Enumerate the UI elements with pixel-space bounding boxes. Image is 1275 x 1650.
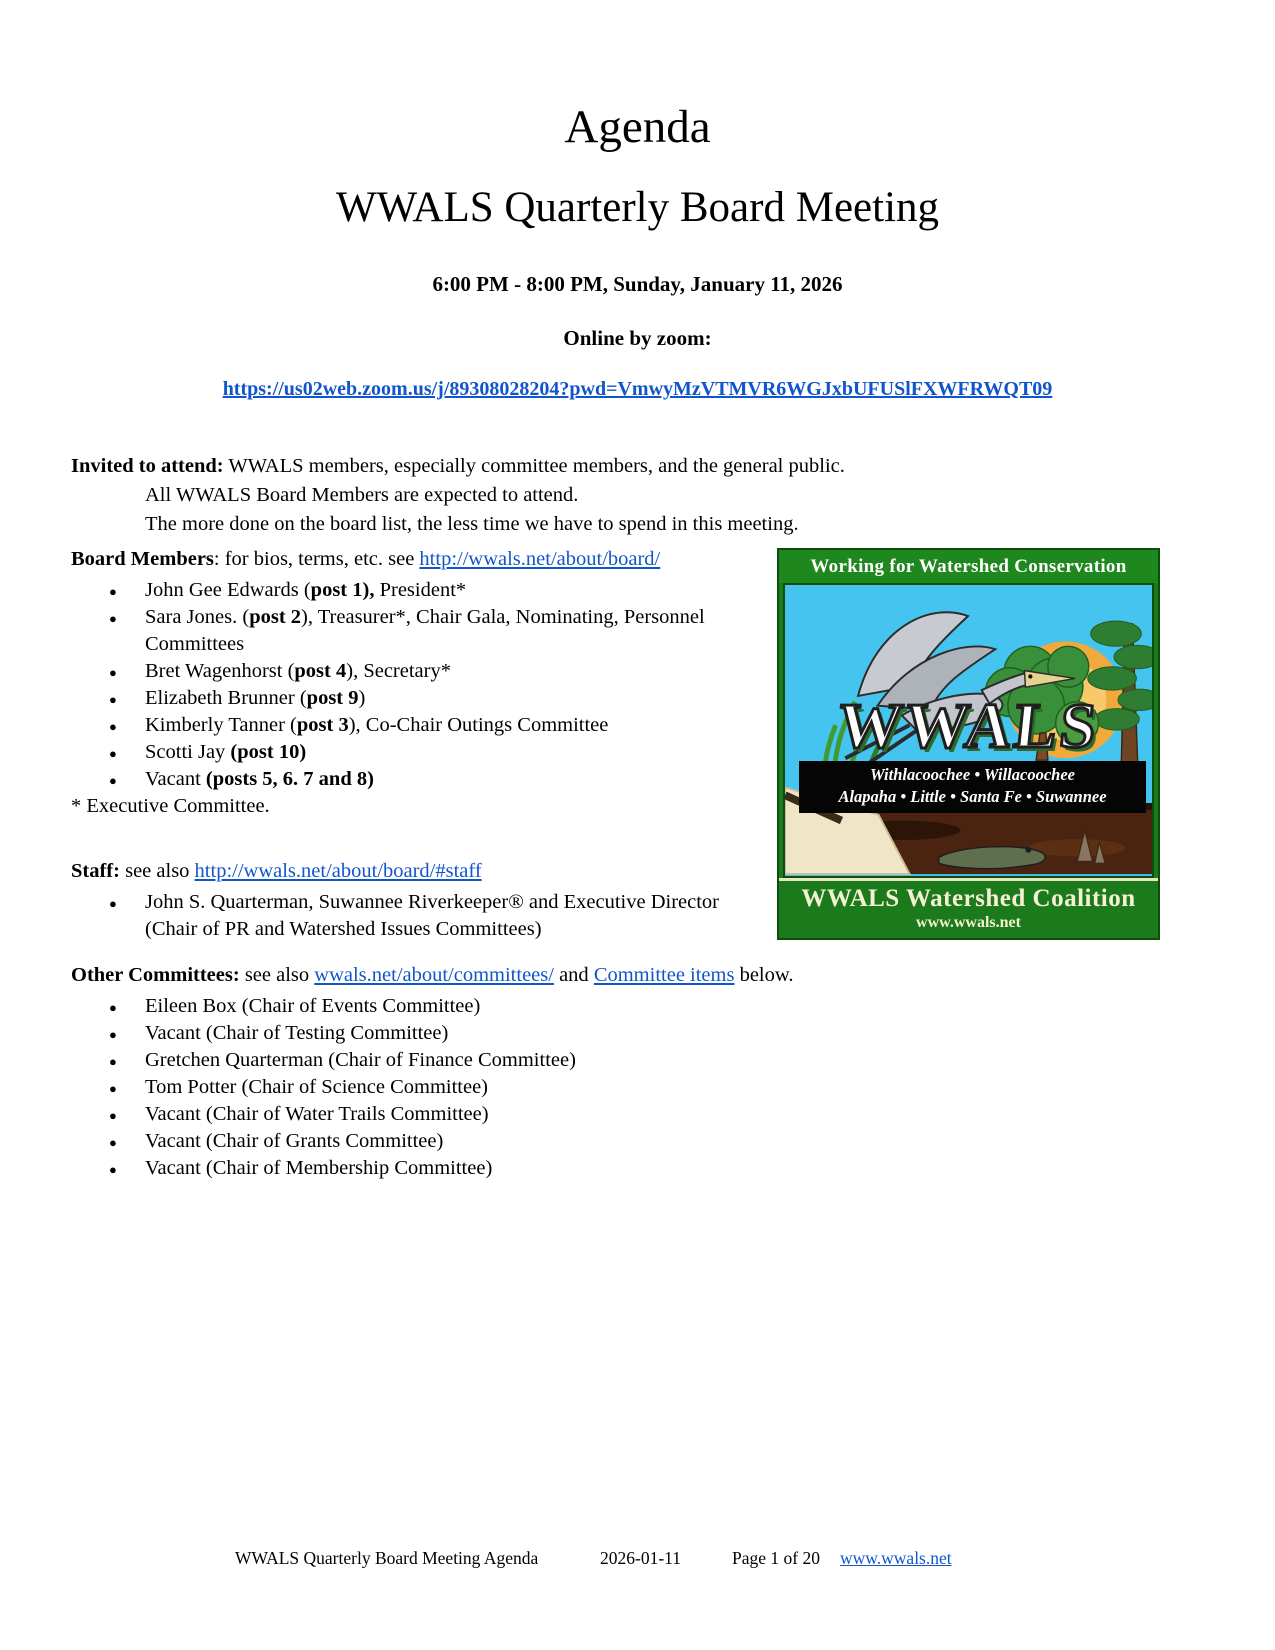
wwals-logo xyxy=(777,548,1160,940)
list-item xyxy=(71,766,774,793)
list-item: ● Vacant (Chair of Water Trails Committee) xyxy=(71,1101,991,1128)
staff-section xyxy=(71,858,774,943)
board-page-link[interactable]: http://wwals.net/about/board/ xyxy=(419,548,661,570)
member-post-bold: post 9 xyxy=(306,687,359,709)
list-item: ● Gretchen Quarterman (Chair of Finance Committee) xyxy=(71,1047,991,1074)
list-item xyxy=(71,889,774,943)
member-text: ) xyxy=(358,687,366,709)
footer-doc-title: WWALS Quarterly Board Meeting Agenda xyxy=(235,1548,539,1568)
staff-page-link[interactable]: http://wwals.net/about/board/#staff xyxy=(194,860,482,882)
member-text: Scotti Jay xyxy=(145,741,231,763)
executive-committee-footnote: * Executive Committee. xyxy=(71,795,270,817)
page-subtitle: WWALS Quarterly Board Meeting xyxy=(335,184,940,231)
list-item xyxy=(71,604,774,658)
committee-items-link[interactable]: Committee items xyxy=(593,964,735,986)
member-text: Kimberly Tanner ( xyxy=(145,714,297,736)
list-item: ● Vacant (Chair of Testing Committee) xyxy=(71,1020,991,1047)
list-item xyxy=(71,712,774,739)
invited-rest: WWALS members, especially committee members, and the general public. xyxy=(223,455,845,477)
member-text: ), Treasurer*, Chair Gala, Nominating, Personnel Committees xyxy=(145,606,705,655)
member-post-bold: post 4 xyxy=(294,660,347,682)
footer-date: 2026-01-11 xyxy=(600,1548,682,1568)
staff-intro: see also xyxy=(119,860,195,882)
board-members-intro: : for bios, terms, etc. see xyxy=(213,548,420,570)
list-item: ● Tom Potter (Chair of Science Committee) xyxy=(71,1074,991,1101)
logo-bottom-banner xyxy=(779,878,1158,936)
list-item xyxy=(71,685,774,712)
meeting-datetime: 6:00 PM - 8:00 PM, Sunday, January 11, 2026 xyxy=(432,272,843,296)
committees-mid: and xyxy=(553,964,594,986)
footer-page-number: Page 1 of 20 xyxy=(732,1548,820,1568)
invited-label: Invited to attend: xyxy=(71,455,224,477)
other-committees-heading xyxy=(71,962,991,989)
logo-website: www.wwals.net xyxy=(916,914,1021,931)
zoom-link-row xyxy=(0,378,1275,401)
logo-coalition-name: WWALS Watershed Coalition xyxy=(801,885,1136,912)
committees-intro: see also xyxy=(239,964,315,986)
list-item: ● Vacant (Chair of Membership Committee) xyxy=(71,1155,991,1182)
member-text: John Gee Edwards ( xyxy=(145,579,311,601)
list-item xyxy=(71,577,774,604)
list-item: ● Eileen Box (Chair of Events Committee) xyxy=(71,993,991,1020)
staff-member-line1: ● John S. Quarterman, Suwannee Riverkeeper® and Executive Director xyxy=(145,891,719,913)
logo-acronym: WWALS xyxy=(834,690,1103,761)
page-title: Agenda xyxy=(564,101,711,153)
member-post-bold: (post 10) xyxy=(230,741,307,763)
list-item xyxy=(71,739,774,766)
list-item xyxy=(71,658,774,685)
invited-line2: All WWALS Board Members are expected to attend. xyxy=(145,484,579,506)
logo-rivers-banner xyxy=(799,761,1146,813)
invited-line1 xyxy=(71,452,971,481)
member-post-bold: post 3 xyxy=(296,714,349,736)
member-post-bold: post 1), xyxy=(310,579,375,601)
other-committees-section xyxy=(71,962,991,1182)
staff-heading xyxy=(71,858,774,885)
member-text: ), Co-Chair Outings Committee xyxy=(348,714,609,736)
board-members-label: Board Members xyxy=(71,548,214,570)
member-text: Bret Wagenhorst ( xyxy=(145,660,295,682)
member-post-bold: post 2 xyxy=(249,606,302,628)
member-text: President* xyxy=(374,579,467,601)
member-text: Vacant xyxy=(145,768,206,790)
footer-website-link[interactable]: www.wwals.net xyxy=(840,1548,952,1568)
committees-post: below. xyxy=(734,964,794,986)
other-committees-label: Other Committees: xyxy=(71,964,240,986)
member-text: Sara Jones. ( xyxy=(145,606,250,628)
staff-member-line2: (Chair of PR and Watershed Issues Committees) xyxy=(145,918,542,940)
invited-line3: The more done on the board list, the less time we have to spend in this meeting. xyxy=(145,513,799,535)
logo-rivers-line1: Withlacoochee • Willacoochee xyxy=(870,765,1075,784)
list-item: ● Vacant (Chair of Grants Committee) xyxy=(71,1128,991,1155)
member-text: Elizabeth Brunner ( xyxy=(145,687,307,709)
member-text: ), Secretary* xyxy=(346,660,451,682)
logo-top-banner: Working for Watershed Conservation xyxy=(779,550,1158,583)
staff-list xyxy=(71,889,774,943)
staff-label: Staff: xyxy=(71,860,120,882)
other-committees-list xyxy=(71,993,991,1182)
board-members-section xyxy=(71,546,774,820)
member-post-bold: (posts 5, 6. 7 and 8) xyxy=(205,768,374,790)
invited-section xyxy=(71,452,971,539)
board-members-list xyxy=(71,577,774,793)
board-members-heading xyxy=(71,546,774,573)
zoom-meeting-link[interactable]: https://us02web.zoom.us/j/89308028204?pwd=VmwyMzVTMVR6WGJxbUFUSlFXWFRWQT09 xyxy=(222,378,1053,400)
logo-scene xyxy=(783,583,1154,878)
logo-rivers-line2: Alapaha • Little • Santa Fe • Suwannee xyxy=(838,787,1107,806)
online-label: Online by zoom: xyxy=(563,326,712,350)
committees-page-link[interactable]: wwals.net/about/committees/ xyxy=(314,964,554,986)
